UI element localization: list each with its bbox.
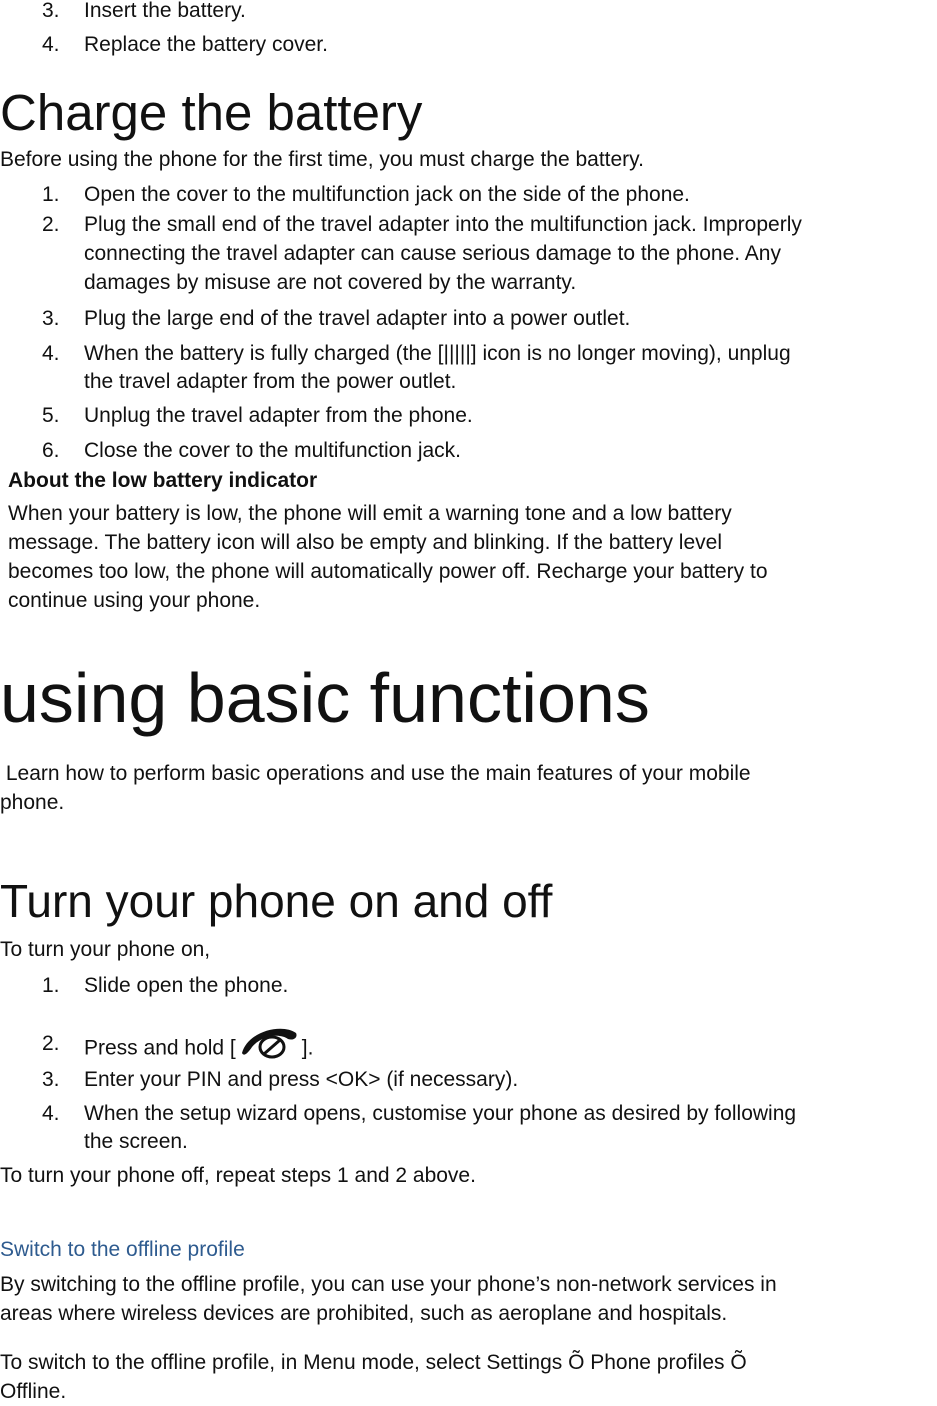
paragraph-line: phone. — [0, 791, 65, 814]
charge-intro: Before using the phone for the first time, you must charge the battery. — [0, 148, 644, 171]
paragraph-line: To switch to the offline profile, in Menu mode, select Settings Õ Phone profiles Õ — [0, 1351, 747, 1374]
end-call-icon — [236, 1023, 302, 1063]
low-battery-heading: About the low battery indicator — [8, 469, 318, 492]
step-text-after: ]. — [301, 1036, 314, 1060]
step-text: Plug the small end of the travel adapter into the multifunction jack. Improperly — [84, 213, 802, 236]
paragraph-line: By switching to the offline profile, you can use your phone’s non-network services in — [0, 1273, 777, 1296]
step-number: 4. — [42, 33, 60, 56]
step-number: 2. — [42, 213, 60, 236]
section-heading-charge: Charge the battery — [0, 84, 423, 141]
paragraph-line: becomes too low, the phone will automatically power off. Recharge your battery to — [8, 560, 768, 583]
step-number: 5. — [42, 404, 60, 427]
step-text: Slide open the phone. — [84, 974, 289, 997]
step-text: Plug the large end of the travel adapter into a power outlet. — [84, 307, 631, 330]
step-number: 1. — [42, 974, 60, 997]
step-text: Unplug the travel adapter from the phone. — [84, 404, 473, 427]
chapter-heading: using basic functions — [0, 659, 650, 737]
paragraph-line: Learn how to perform basic operations and use the main features of your mobile — [0, 762, 751, 785]
step-text: Enter your PIN and press <OK> (if necessary). — [84, 1068, 519, 1091]
step-text: the screen. — [84, 1130, 188, 1153]
step-text: Close the cover to the multifunction jack. — [84, 439, 462, 462]
step-number: 1. — [42, 183, 60, 206]
step-text: Insert the battery. — [84, 0, 246, 22]
step-number: 6. — [42, 439, 60, 462]
step-text-before: Press and hold [ — [84, 1036, 236, 1060]
step-text: damages by misuse are not covered by the warranty. — [84, 271, 577, 294]
step-text: the travel adapter from the power outlet. — [84, 370, 457, 393]
power-outro: To turn your phone off, repeat steps 1 and 2 above. — [0, 1164, 476, 1187]
paragraph-line: continue using your phone. — [8, 589, 261, 612]
step-text: Replace the battery cover. — [84, 33, 328, 56]
offline-heading: Switch to the offline profile — [0, 1238, 245, 1261]
step-text: Open the cover to the multifunction jack on the side of the phone. — [84, 183, 690, 206]
step-number: 2. — [42, 1032, 60, 1055]
step-text: When the battery is fully charged (the [|||||] icon is no longer moving), unplug — [84, 342, 791, 365]
step-text: connecting the travel adapter can cause serious damage to the phone. Any — [84, 242, 781, 265]
paragraph-line: When your battery is low, the phone will emit a warning tone and a low battery — [8, 502, 732, 525]
step-number: 4. — [42, 1102, 60, 1125]
step-text: When the setup wizard opens, customise your phone as desired by following — [84, 1102, 797, 1125]
step-number: 3. — [42, 1068, 60, 1091]
power-intro: To turn your phone on, — [0, 938, 211, 961]
step-number: 4. — [42, 342, 60, 365]
paragraph-line: message. The battery icon will also be empty and blinking. If the battery level — [8, 531, 722, 554]
section-heading-power: Turn your phone on and off — [0, 875, 553, 927]
step-number: 3. — [42, 307, 60, 330]
step-text — [84, 1029, 313, 1069]
step-number: 3. — [42, 0, 60, 22]
paragraph-line: areas where wireless devices are prohibited, such as aeroplane and hospitals. — [0, 1302, 728, 1325]
paragraph-line: Offline. — [0, 1380, 67, 1403]
